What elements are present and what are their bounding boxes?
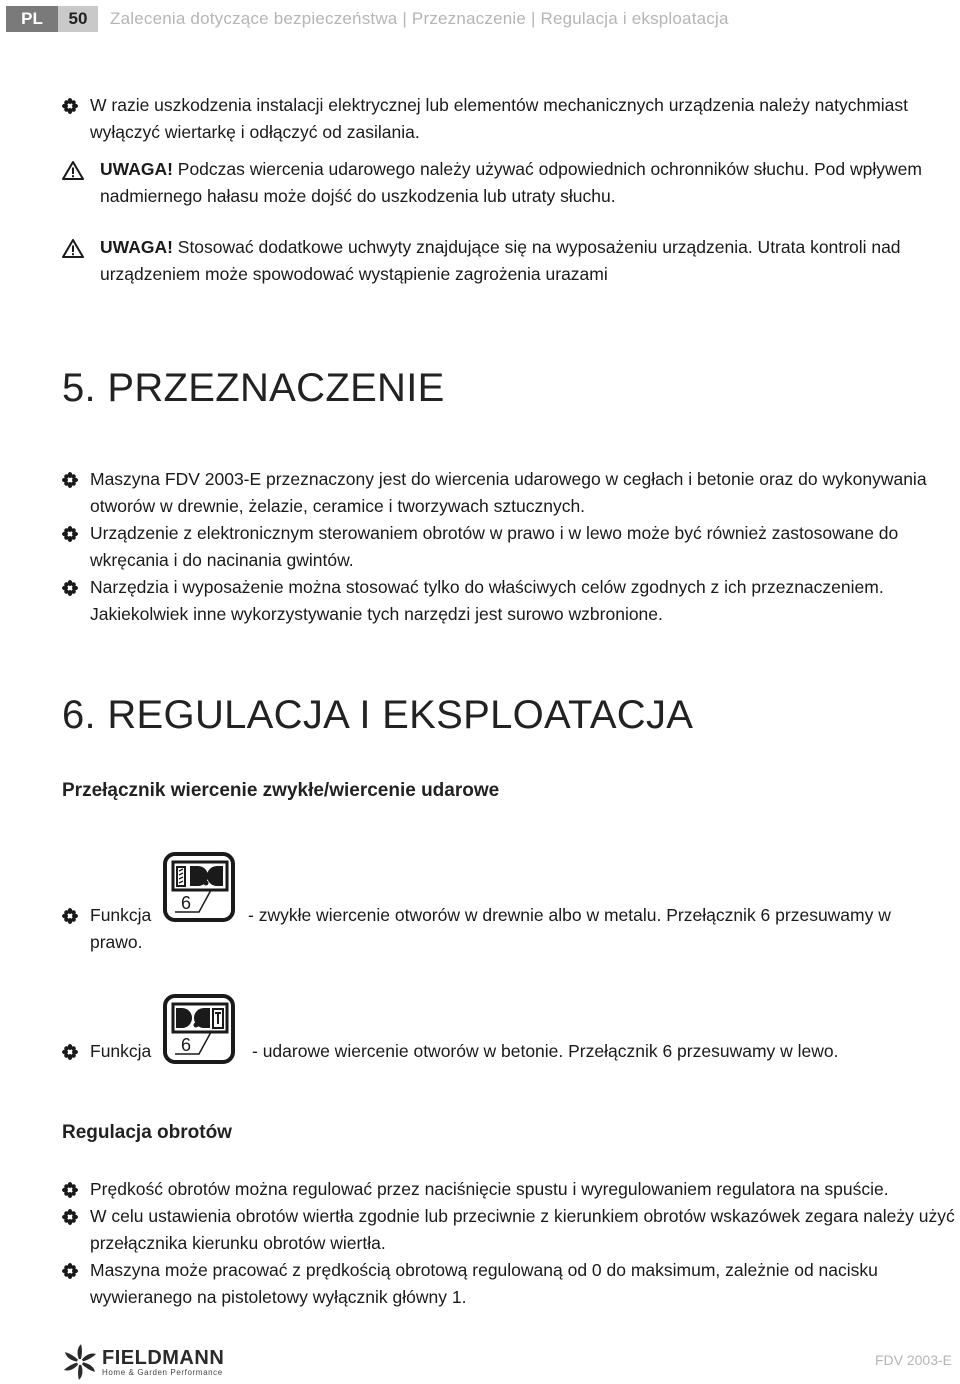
warning-label: UWAGA! [100, 237, 173, 257]
warning-icon [62, 238, 84, 258]
function-label: Funkcja [90, 1041, 152, 1061]
list-item [62, 574, 960, 628]
bullet-icon [62, 1209, 78, 1225]
warning-note [62, 234, 960, 288]
list-item-text: W razie uszkodzenia instalacji elektrycznej lub elementów mechanicznych urządzenia należy natychmiast wyłączyć wiertarkę i odłączyć od zasilania. [90, 95, 909, 142]
warning-icon [62, 160, 84, 180]
warning-label: UWAGA! [100, 159, 173, 179]
function-text-cont: prawo. [90, 932, 143, 952]
list-item-text: Maszyna może pracować z prędkością obrotową regulowaną od 0 do maksimum, zależnie od nacisku wywieranego na pistoletowy wyłącznik główny 1. [90, 1260, 878, 1307]
brand-name: FIELDMANN [102, 1346, 225, 1369]
function-text: - zwykłe wiercenie otworów w drewnie albo w metalu. Przełącznik 6 przesuwamy w [248, 905, 891, 925]
section-title: 5. PRZEZNACZENIE [62, 366, 445, 410]
bullet-icon [62, 580, 78, 596]
subsection-title: Przełącznik wiercenie zwykłe/wiercenie udarowe [62, 780, 500, 801]
page-header [6, 6, 729, 32]
switch-number: 6 [181, 893, 192, 913]
bullet-icon [62, 98, 78, 114]
section-title: 6. REGULACJA I EKSPLOATACJA [62, 693, 694, 737]
list-item [62, 466, 960, 520]
brand-logo [62, 1344, 224, 1380]
list-item-text: Prędkość obrotów można regulować przez naciśnięcie spustu i wyregulowaniem regulatora na spuście. [90, 1179, 889, 1199]
bullet-icon [62, 1182, 78, 1198]
bullet-icon [62, 526, 78, 542]
bullet-icon [62, 908, 78, 924]
warning-note [62, 156, 960, 210]
hammer-mode-switch-icon [163, 994, 235, 1069]
bullet-icon [62, 472, 78, 488]
warning-text: Stosować dodatkowe uchwyty znajdujące się na wyposażeniu urządzenia. Utrata kontroli nad urządzeniem może spowodować wystąpienie zagrożenia urazami [100, 237, 901, 284]
page-number: 50 [58, 6, 98, 32]
purpose-list [62, 466, 960, 628]
function-label: Funkcja [90, 905, 152, 925]
list-item [62, 520, 960, 574]
bullet-icon [62, 1044, 78, 1060]
list-item-text: Maszyna FDV 2003-E przeznaczony jest do wiercenia udarowego w cegłach i betonie oraz do wykonywania otworów w drewnie, żelazie, ceramice i tworzywach sztucznych. [90, 469, 927, 516]
bullet-icon [62, 1263, 78, 1279]
fan-logo-icon [62, 1344, 98, 1380]
list-item [62, 1257, 960, 1311]
subsection-title: Regulacja obrotów [62, 1122, 232, 1143]
warning-text: Podczas wiercenia udarowego należy używać odpowiednich ochronników słuchu. Pod wpływem nadmiernego hałasu może dojść do uszkodzenia lub utraty słuchu. [100, 159, 922, 206]
header-title: Zalecenia dotyczące bezpieczeństwa | Przeznaczenie | Regulacja i eksploatacja [110, 9, 729, 28]
list-item [62, 1203, 960, 1257]
brand-tagline: Home & Garden Performance [102, 1367, 223, 1377]
list-item-text: Urządzenie z elektronicznym sterowaniem obrotów w prawo i w lewo może być również zastosowane do wkręcania i do nacinania gwintów. [90, 523, 899, 570]
safety-section [62, 92, 960, 288]
model-number: FDV 2003-E [874, 1352, 952, 1368]
language-badge: PL [6, 6, 58, 32]
switch-number: 6 [181, 1035, 192, 1055]
function-text: - udarowe wiercenie otworów w betonie. Przełącznik 6 przesuwamy w lewo. [252, 1041, 839, 1061]
drill-mode-switch-icon [163, 852, 235, 927]
list-item-text: Narzędzia i wyposażenie można stosować tylko do właściwych celów zgodnych z ich przeznaczeniem. Jakiekolwiek inne wykorzystywanie tych narzędzi jest surowo wzbronione. [90, 577, 884, 624]
list-item [62, 92, 960, 146]
list-item [62, 1176, 960, 1203]
speed-list [62, 1176, 960, 1311]
list-item-text: W celu ustawienia obrotów wiertła zgodnie lub przeciwnie z kierunkiem obrotów wskazówek zegara należy użyć przełącznika kierunku obrotów wiertła. [90, 1206, 955, 1253]
